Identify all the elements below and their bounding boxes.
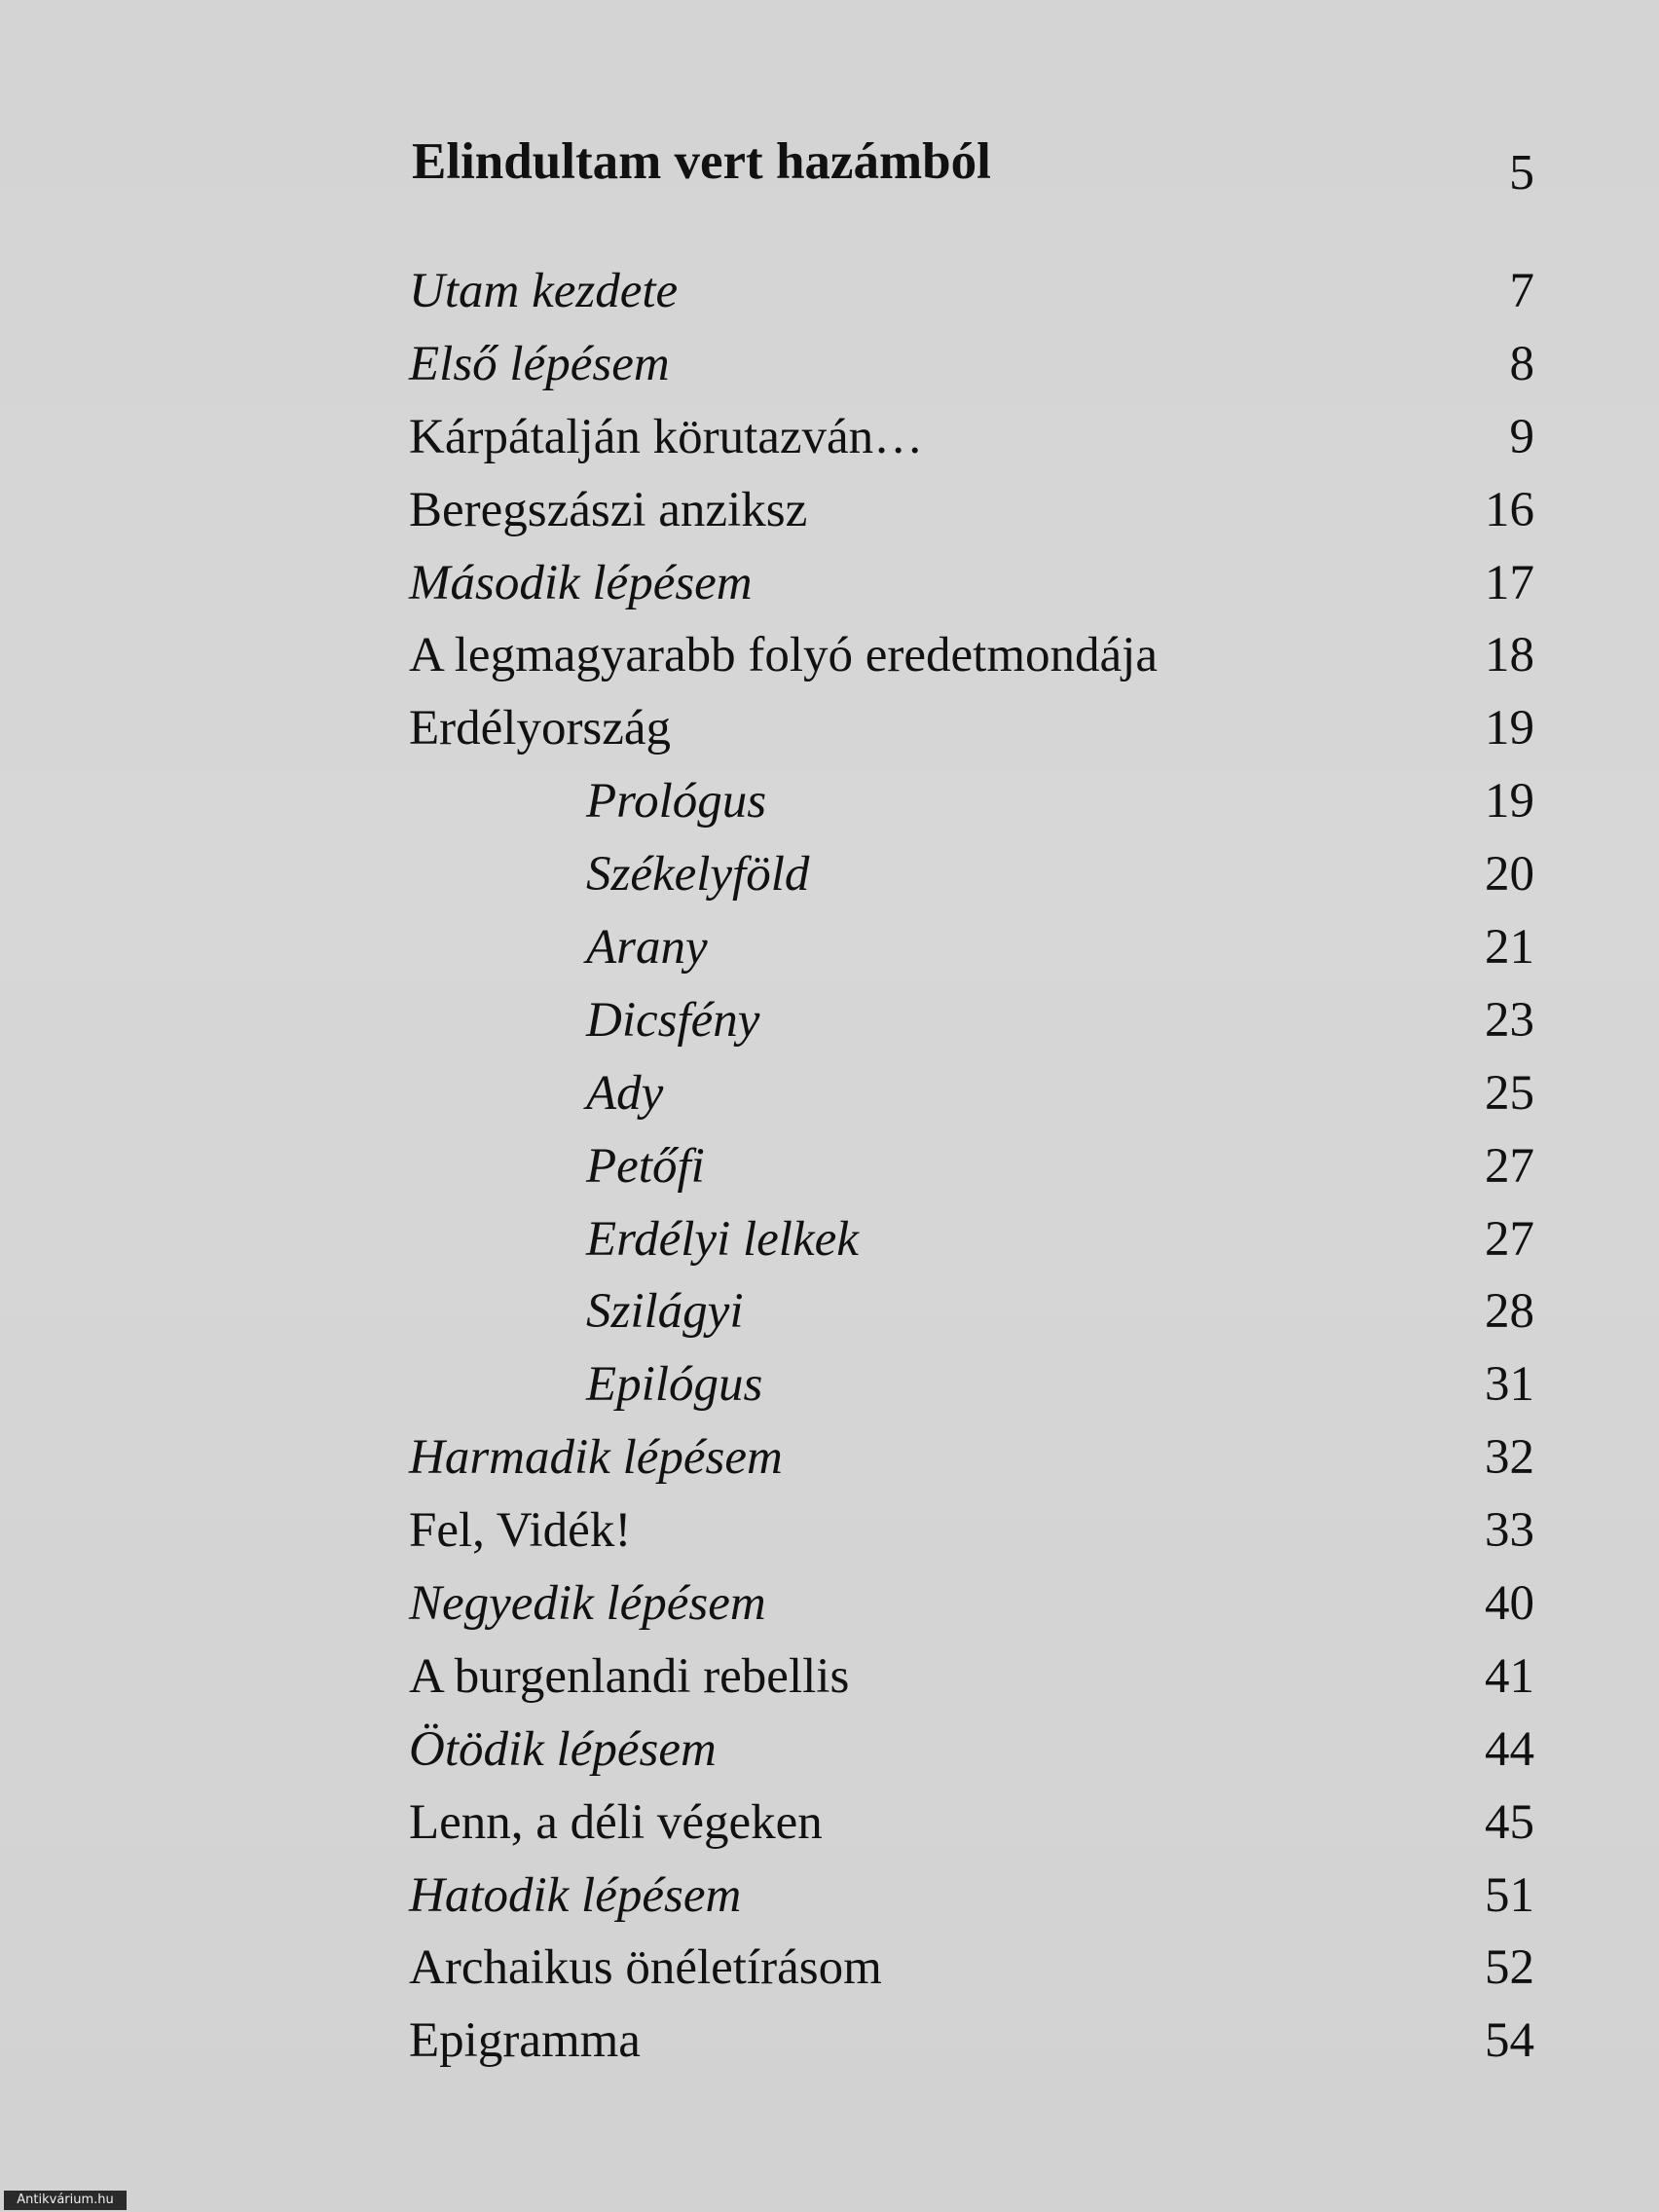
toc-entry-page-number: 54 [1485,2013,1534,2069]
toc-entry-label: Negyedik lépésem [409,1576,766,1632]
toc-entry-page-number: 7 [1509,264,1534,318]
toc-entry-page-number: 16 [1485,482,1534,537]
toc-entry-label: Epigramma [409,2013,641,2069]
watermark: Antikvárium.hu [4,2191,127,2210]
toc-entry [409,555,1534,632]
toc-entry-label: Kárpátalján körutazván… [409,409,924,464]
toc-entry-label: Szilágyi [586,1284,744,1340]
toc-entry-label: Utam kezdete [409,264,679,318]
toc-entry-page-number: 19 [1485,774,1534,830]
toc-entry-label: Lenn, a déli végeken [409,1794,823,1850]
toc-entry [409,482,1534,559]
toc-entry-page-number: 52 [1485,1940,1534,1996]
toc-entry [409,992,1534,1069]
toc-entry [409,774,1534,850]
toc-entry-page-number: 18 [1485,628,1534,683]
toc-entry [409,336,1534,413]
toc-entry [409,1065,1534,1142]
toc-entry-page-number: 40 [1485,1576,1534,1632]
toc-entry [409,2013,1534,2089]
toc-entry-label: Arany [586,920,708,976]
toc-entry [409,1721,1534,1798]
toc-entry [409,847,1534,923]
toc-entry-page-number: 25 [1485,1065,1534,1121]
toc-entry-label: Petőfi [586,1138,705,1194]
toc-entry-page-number: 31 [1485,1357,1534,1413]
toc-entry-label: Fel, Vidék! [409,1503,632,1559]
toc-entry-label: Archaikus önéletírásom [409,1940,882,1996]
toc-entry-label: Dicsfény [586,992,760,1048]
toc-entry [409,1211,1534,1288]
toc-title: Elindultam vert hazámból [412,133,991,190]
toc-entry [409,1430,1534,1506]
toc-entry [409,1284,1534,1360]
toc-entry-page-number: 45 [1485,1794,1534,1850]
toc-entry [409,920,1534,996]
toc-entry-label: Ötödik lépésem [409,1721,717,1777]
toc-entry-label: Második lépésem [409,555,753,610]
toc-entry-page-number: 28 [1485,1284,1534,1340]
toc-entry [409,628,1534,704]
toc-entry-page-number: 41 [1485,1648,1534,1704]
toc-entry [409,1940,1534,2016]
toc-entry [409,1867,1534,1944]
toc-entry-page-number: 23 [1485,992,1534,1048]
toc-entry-page-number: 33 [1485,1503,1534,1559]
toc-entry-label: A burgenlandi rebellis [409,1648,850,1704]
toc-entry-label: Ady [586,1065,664,1121]
table-of-contents [409,264,1534,2089]
toc-entry-label: Hatodik lépésem [409,1867,742,1923]
toc-entry-page-number: 21 [1485,920,1534,976]
toc-entry [409,409,1534,486]
toc-entry-page-number: 17 [1485,555,1534,610]
toc-entry-page-number: 9 [1509,409,1534,464]
toc-entry [409,1357,1534,1433]
toc-entry-label: Prológus [586,774,767,830]
toc-entry-page-number: 20 [1485,847,1534,903]
toc-entry-label: Erdélyi lelkek [586,1211,859,1267]
toc-entry-label: Székelyföld [586,847,810,903]
toc-entry-label: Erdélyország [409,701,672,756]
toc-entry [409,1794,1534,1871]
toc-entry [409,264,1534,340]
toc-entry [409,1503,1534,1579]
toc-entry [409,1576,1534,1652]
toc-entry-page-number: 32 [1485,1430,1534,1486]
toc-entry-page-number: 44 [1485,1721,1534,1777]
toc-entry-page-number: 19 [1485,701,1534,756]
toc-entry-label: Epilógus [586,1357,763,1413]
toc-entry-page-number: 27 [1485,1138,1534,1194]
toc-entry [409,1648,1534,1725]
toc-title-page-number: 5 [1509,145,1534,201]
toc-entry-page-number: 8 [1509,336,1534,391]
toc-entry-label: Első lépésem [409,336,670,391]
toc-entry [409,1138,1534,1215]
toc-entry-label: Beregszászi anziksz [409,482,808,537]
toc-entry-label: A legmagyarabb folyó eredetmondája [409,628,1158,683]
toc-entry-page-number: 51 [1485,1867,1534,1923]
toc-entry-page-number: 27 [1485,1211,1534,1267]
toc-entry [409,701,1534,777]
toc-entry-label: Harmadik lépésem [409,1430,783,1486]
